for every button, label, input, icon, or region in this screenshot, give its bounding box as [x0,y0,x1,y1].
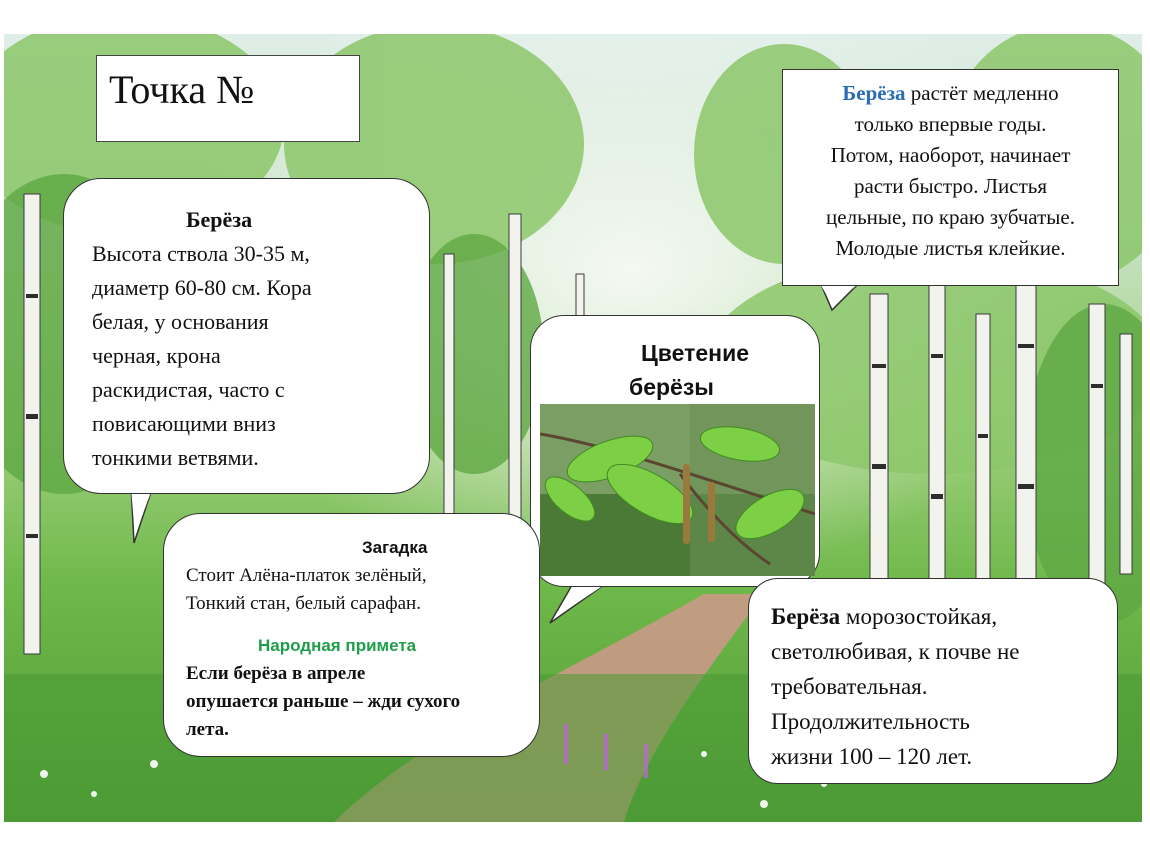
growth-line: цельные, по краю зубчатые. [826,205,1075,229]
riddle-line: Тонкий стан, белый сарафан. [186,593,421,614]
omen-heading: Народная примета [258,636,417,655]
callout-tail-growth [810,282,870,312]
omen-line: опушается раньше – жди сухого [186,691,461,712]
riddle-heading: Загадка [362,538,428,557]
growth-line: расти быстро. Листья [853,174,1048,198]
riddle-line: Стоит Алёна-платок зелёный, [186,565,427,586]
growth-line: Молодые листья клейкие. [835,236,1066,260]
desc-line: тонкими ветвями. [92,445,259,470]
birch-description-card [63,178,430,494]
highlight-word: Берёза [842,81,906,105]
properties-line: требовательная. [771,674,928,699]
flowering-title: берёзы [629,374,714,400]
properties-line: жизни 100 – 120 лет. [771,744,973,769]
birch-growth-card [782,69,1119,286]
growth-line: только впервые годы. [854,112,1047,136]
page-title: Точка № [96,55,360,142]
highlight-word: Берёза [771,604,841,629]
desc-line: раскидистая, часто с [92,377,285,402]
desc-line: диаметр 60-80 см. Кора [92,275,312,300]
properties-line: морозостойкая, [840,604,998,629]
birch-catkins-photo [540,404,815,576]
properties-line: Продолжительность [771,709,970,734]
omen-line: лета. [186,719,229,740]
growth-line: Потом, наоборот, начинает [830,143,1071,167]
desc-line: белая, у основания [92,309,269,334]
desc-line: Высота ствола 30-35 м, [92,241,310,266]
birch-properties-card [748,578,1118,784]
flowering-title: Цветение [641,340,750,366]
properties-line: светолюбивая, к почве не [771,639,1020,664]
omen-line: Если берёза в апреле [186,663,366,684]
growth-line: растёт медленно [905,81,1059,105]
desc-line: повисающими вниз [92,411,276,436]
card-heading: Берёза [186,207,253,232]
riddle-omen-card [163,513,540,757]
birch-flowering-card [530,315,820,587]
desc-line: черная, крона [92,343,221,368]
